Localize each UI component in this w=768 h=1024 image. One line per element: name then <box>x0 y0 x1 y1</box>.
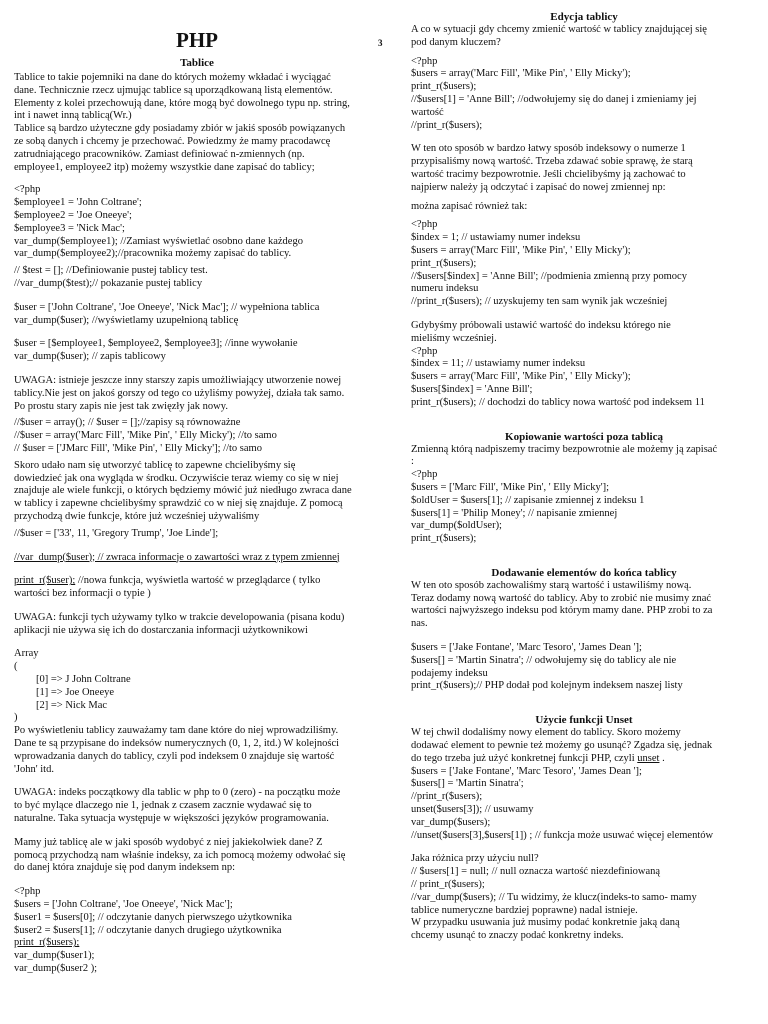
note-paragraph: UWAGA: funkcji tych używamy tylko w trakcie developowania (pisana kodu) aplikacji nie używa się ich do dostarczania informacji użytkownikowi <box>14 611 345 636</box>
code-block: <?php $users = array('Marc Fill', 'Mike Pin', ' Elly Micky'); print_r($users); //$users[1] = 'Anne Bill'; //odwołujemy się do danej i zmieniamy jej wartość //print_r($users); <box>411 55 697 131</box>
note-paragraph: UWAGA: indeks początkowy dla tablic w php to 0 (zero) - na początku może to być mylące dlaczego nie 1, jednak z czasem zacznie wydawać się to naturalne. Taka sytuacja występuje w większości języków programowania. <box>14 787 341 825</box>
code-line-underlined: //var_dump($user); // zwraca informacje o zawartości wraz z typem zmiennej <box>14 551 340 563</box>
code-line-underlined: print_r($users); <box>14 937 80 949</box>
array-output-tail: ) <box>14 712 18 724</box>
paragraph: Zmienną którą nadpiszemy tracimy bezpowrotnie ale możemy ją zapisać : <box>411 443 718 468</box>
paragraph: Skoro udało nam się utworzyć tablicę to zapewne chcielibyśmy się dowiedzieć jak ona wygląda w środku. Oczywiście teraz wiemy co się w niej znajduje ale wiele funkcji, o których będziemy mówić już niedługo zwraca dane w tablicy i zapewne chcielibyśmy sprawdzić co w niej się znajduje. Z pomocą przychodzą dwie funkcje, które już wcześniej używaliśmy <box>14 459 352 522</box>
title-row <box>14 0 383 62</box>
code-line: //$user = ['33', 11, 'Gregory Trump', 'Joe Linde']; <box>14 527 219 539</box>
code-block: $user = [$employee1, $employee2, $employee3]; //inne wywołanie var_dump($user); // zapis tablicowy <box>14 338 298 363</box>
paragraph-text: . <box>659 752 665 764</box>
intro-paragraph-2: Tablice są bardzo użyteczne gdy posiadamy zbiór w jakiś sposób powiązanych ze sobą danych i chcemy je przechować. Powiedzmy że mamy pracodawcę zatrudniającego pracowników. Zamiast definiować n-zmiennych (np. employee1, employee2 itp) możemy wszystkie dane zapisać do tablicy; <box>14 123 346 173</box>
code-block: <?php $users = ['John Coltrane', 'Joe Oneeye', 'Nick Mac']; $user1 = $users[0]; // odczytanie danych pierwszego użytkownika $user2 = $users[1]; // odczytanie danych drugiego użytkownika <box>14 886 292 936</box>
paragraph: Jaka różnica przy użyciu null? <box>411 853 539 865</box>
code-comment: //nowa funkcja, wyświetla wartość w przeglądarce ( tylko wartości bez informacji o typie ) <box>14 575 321 600</box>
code-block: <?php $employee1 = 'John Coltrane'; $employee2 = 'Joe Oneeye'; $employee3 = 'Nick Mac'; var_dump($employee1); //Zamiast wyświetlać osobno dane każdego var_dump($employee2);//pracownika możemy zapisać do tablicy. <box>14 184 303 260</box>
paragraph-text: W tej chwil dodaliśmy nowy element do tablicy. Skoro możemy dodawać element to pewnie też możemy go usunąć? Zgadza się, jednak do tego trzeba już użyć konkretnej funkcji PHP, czyli <box>411 727 713 764</box>
code-block: $users = ['Jake Fontane', 'Marc Tesoro', 'James Dean ']; $users[] = 'Martin Sinatra'; //print_r($users); unset($users[3]); // usuwamy var_dump($users); //unset($users[3],$users[1]) ; // funkcja może usuwać więcej elementów <box>411 765 714 841</box>
paragraph: Gdybyśmy próbowali ustawić wartość do indeksu którego nie mieliśmy wcześniej. <box>411 319 671 344</box>
page-number: 3 <box>378 38 383 48</box>
function-name: unset <box>637 752 660 764</box>
code-block: $users = ['Jake Fontane', 'Marc Tesoro', 'James Dean ']; $users[] = 'Martin Sinatra'; // odwołujemy się do tablicy ale nie podajemy indeksu print_r($users);// PHP dodał pod kolejnym indeksem naszej listy <box>411 642 683 692</box>
paragraph <box>411 727 757 765</box>
code-block: $user = ['John Coltrane', 'Joe Oneeye', 'Nick Mac']; // wypełniona tablica var_dump($user); //wyświetlamy uzupełnioną tablicę <box>14 301 320 326</box>
section-title-unset: Użycie funkcji Unset <box>535 714 633 727</box>
section-title-edycja: Edycja tablicy <box>550 11 618 23</box>
code-block: // $test = []; //Definiowanie pustej tablicy test. //var_dump($test);// pokazanie pustej tablicy <box>14 265 208 289</box>
array-output-head: Array ( <box>14 648 39 673</box>
paragraph: W ten oto sposób zachowaliśmy starą wartość i ustawiliśmy nową. Teraz dodamy nową wartość do tablicy. Aby to zrobić nie musimy znać wartości najwyższego indeksu pod którym mamy dane. PHP zrobi to za nas. <box>411 579 713 630</box>
code-block: var_dump($user1); var_dump($user2 ); <box>14 950 98 975</box>
page-title: PHP <box>176 28 218 52</box>
code-block: <?php $index = 11; // ustawiamy numer indeksu $users = array('Marc Fill', 'Mike Pin', ' Elly Micky'); $users[$index] = 'Anne Bill'; print_r($users); // dochodzi do tablicy nowa wartość pod indeksem 11 <box>411 345 705 408</box>
code-block: //$user = array(); // $user = [];//zapisy są równoważne //$user = array('Marc Fill', 'Mike Pin', ' Elly Micky'); //to samo // $user = ['JMarc Fill', 'Mike Pin', ' Elly Micky']; //to samo <box>14 417 277 454</box>
paragraph: można zapisać również tak: <box>411 200 528 212</box>
code-function-name: print_r($user); <box>14 575 76 587</box>
left-column <box>14 0 383 976</box>
section-title-dodawanie: Dodawanie elementów do końca tablicy <box>491 566 677 579</box>
paragraph: W ten oto sposób w bardzo łatwy sposób indeksowy o numerze 1 przypisaliśmy nową wartość. Trzeba zdawać sobie sprawę, że starą wartość tracimy bezpowrotnie. Jeśli chcielibyśmy ją zachować to najpierw należy ją odczytać i zapisać do nowej zmiennej np: <box>411 143 693 193</box>
paragraph: Po wyświetleniu tablicy zauważamy tam dane które do niej wprowadziliśmy. Dane te są przypisane do indeksów numerycznych (0, 1, 2, itd.) W kolejności wprowadzania danych do tablicy, czyli pod indeksem 0 znajduje się wartość 'John' itd. <box>14 725 340 775</box>
paragraph: W przypadku usuwania już musimy podać konkretnie jaką daną chcemy usunąć to znaczy podać konkretny indeks. <box>411 917 680 942</box>
paragraph: Mamy już tablicę ale w jaki sposób wydobyć z niej jakiekolwiek dane? Z pomocą przychodzą nam właśnie indeksy, za ich pomocą możemy odwołać się do danej która znajduje się pod danym indeksem np: <box>14 836 346 874</box>
intro-paragraph: Tablice to takie pojemniki na dane do których możemy wkładać i wyciągać dane. Technicznie rzecz ujmując tablice są uporządkowaną listą elementów. Elementy z kolei przechowują dane, które mogą być dowolnego typu np. string, int i nawet inną tablicą(Wr.) <box>14 72 350 122</box>
section-title-kopiowanie: Kopiowanie wartości poza tablicą <box>505 430 663 443</box>
note-paragraph: UWAGA: istnieje jeszcze inny starszy zapis umożliwiający utworzenie nowej tablicy.Nie jest on jakoś gorszy od tego co użyliśmy powyżej, działa tak samo. Po prostu stary zapis nie jest tak zwięzły jak nowy. <box>14 374 345 412</box>
code-block: <?php $users = ['Marc Fill', 'Mike Pin', ' Elly Micky']; $oldUser = $users[1]; // zapisanie zmiennej z indeksu 1 $users[1] = 'Philip Money'; // napisanie zmiennej var_dump($oldUser); print_r($users); <box>411 469 645 545</box>
code-block: <?php $index = 1; // ustawiamy numer indeksu $users = array('Marc Fill', 'Mike Pin', ' Elly Micky'); print_r($users); //$users[$index] = 'Anne Bill'; //podmienia zmienną przy pomocy numeru indeksu //print_r($users); // uzyskujemy ten sam wynik jak wcześniej <box>411 219 687 308</box>
code-line <box>14 575 380 601</box>
code-block: // $users[1] = null; // null oznacza wartość niezdefiniowaną // print_r($users); //var_dump($users); // Tu widzimy, że klucz(indeks-to samo- mamy tablice numeryczne bardziej poprawne) nadal istnieje. <box>411 866 697 916</box>
right-column <box>411 0 757 943</box>
array-output-items: [0] => J John Coltrane [1] => Joe Oneeye [2] => Nick Mac <box>36 674 131 711</box>
paragraph: A co w sytuacji gdy chcemy zmienić wartość w tablicy znajdującej się pod danym kluczem? <box>411 24 707 48</box>
section-title-tablice: Tablice <box>180 57 214 69</box>
